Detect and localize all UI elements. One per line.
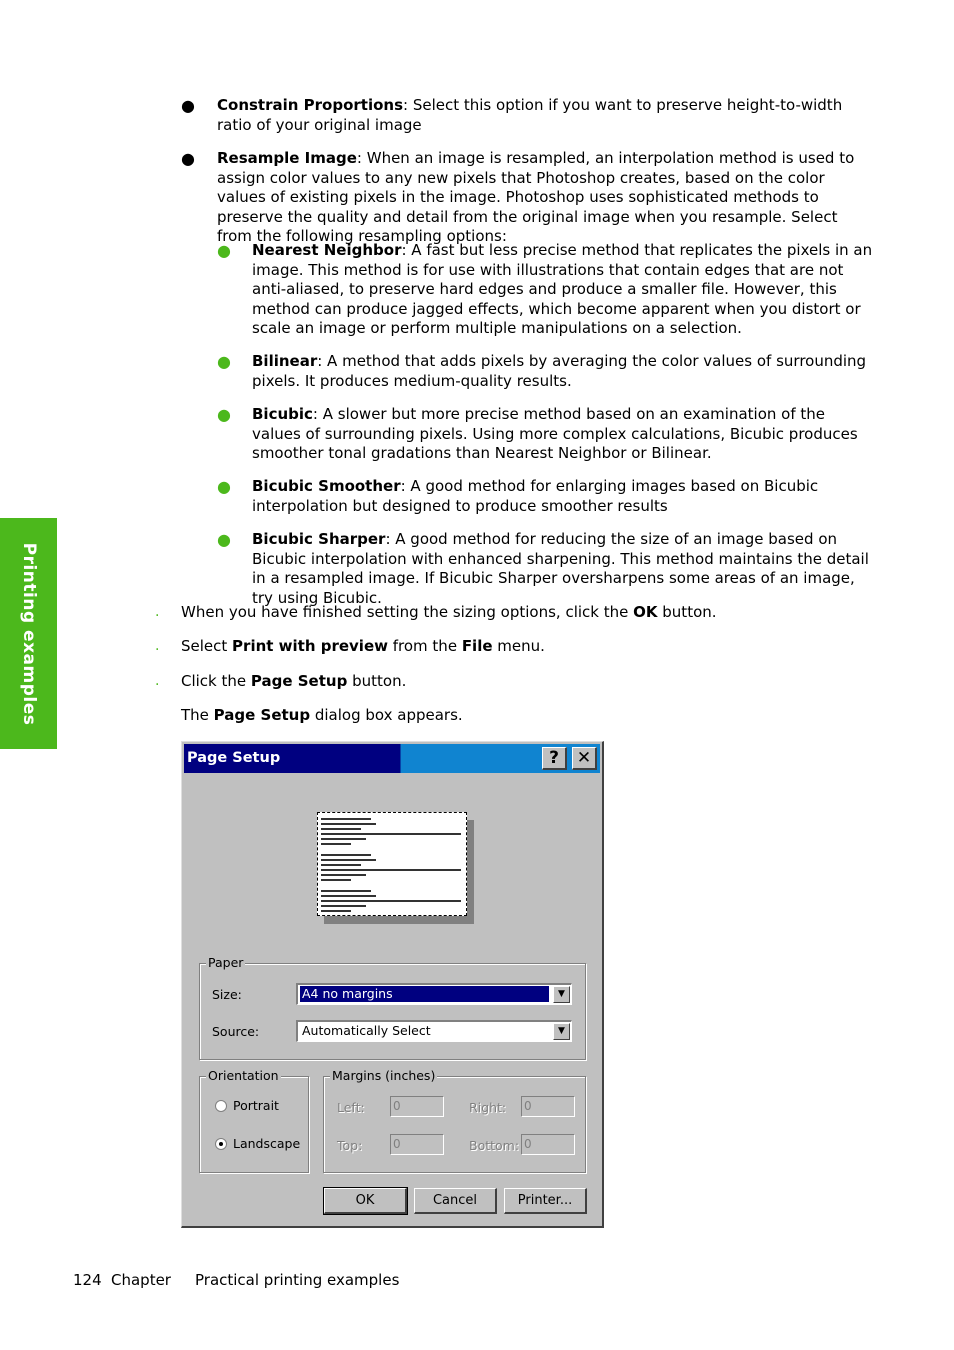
source-value: Automatically Select <box>302 1023 431 1038</box>
chevron-down-icon[interactable]: ▼ <box>553 1023 570 1040</box>
sub-bullet-dot: ● <box>217 530 231 549</box>
step-text: Click the <box>181 672 251 690</box>
sub-bullet-title: Bicubic Smoother <box>252 477 401 495</box>
bullet-text: : When an image is resampled, an interpolation method is used to assign color values to any new pixels that Photoshop creates, based on the color values of existing pixels in the image. Photoshop uses sophisticated methods to preserve the quality and detail from the original image when you resample. Select from the following resampling options: <box>217 149 855 245</box>
step-text: The <box>181 706 214 724</box>
cancel-button[interactable]: Cancel <box>414 1188 497 1214</box>
step-marker: . <box>155 673 160 689</box>
portrait-radio[interactable] <box>215 1100 227 1112</box>
paper-group <box>199 955 586 1060</box>
page-number: 124 <box>73 1271 102 1289</box>
chevron-down-icon[interactable]: ▼ <box>553 986 570 1003</box>
size-label: Size: <box>212 987 242 1002</box>
sub-bullet-title: Nearest Neighbor <box>252 241 402 259</box>
right-margin-label: Right: <box>469 1100 507 1115</box>
step-text: button. <box>347 672 407 690</box>
top-margin-label: Top: <box>337 1138 363 1153</box>
step-text: When you have finished setting the sizing options, click the <box>181 603 634 621</box>
bullet-dot: ● <box>181 96 195 115</box>
page-setup-dialog <box>181 741 604 1228</box>
orientation-group-label: Orientation <box>208 1068 279 1083</box>
footer-title: Practical printing examples <box>195 1271 400 1289</box>
margins-group-label: Margins (inches) <box>332 1068 436 1083</box>
bullet-dot: ● <box>181 149 195 168</box>
dialog-titlebar[interactable] <box>184 744 600 773</box>
bullet-text: : Select this option if you want to preserve height-to-width ratio of your original image <box>217 96 843 134</box>
step-bold: Print with preview <box>232 637 388 655</box>
bullet-title: Constrain Proportions <box>217 96 404 114</box>
step-note <box>181 706 463 726</box>
sub-bullet-title: Bicubic <box>252 405 313 423</box>
bullet-constrain-proportions <box>217 96 872 135</box>
sub-bullet-bilinear <box>252 352 874 391</box>
sub-bullet-dot: ● <box>217 352 231 371</box>
step-finish-sizing <box>181 603 717 623</box>
sub-bullet-text: : A good method for reducing the size of an image based on Bicubic interpolation with enhanced sharpening. This method maintains the detail in a resampled image. If Bicubic Sharper oversharpens some areas of an image, try using Bicubic. <box>252 530 869 607</box>
sub-bullet-text: : A slower but more precise method based on an examination of the values of surrounding pixels. Using more complex calculations, Bicubic produces smoother tonal gradations than Nearest Neighbor or Bilinear. <box>252 405 858 462</box>
bullet-resample-image <box>217 149 872 247</box>
sub-bullet-bicubic <box>252 405 874 464</box>
orientation-group <box>199 1068 309 1173</box>
close-button[interactable]: ✕ <box>572 747 597 770</box>
step-bold: Page Setup <box>213 706 311 724</box>
sub-bullet-text: : A fast but less precise method that replicates the pixels in an image. This method is for use with illustrations that contain edges that are not anti-aliased, to preserve hard edges and produce a smaller file. However, this method can produce jagged effects, which become apparent when you distort or scale an image or perform multiple manipulations on a selection. <box>252 241 873 337</box>
size-value: A4 no margins <box>300 986 549 1002</box>
step-print-with-preview <box>181 637 545 657</box>
step-text: dialog box appears. <box>310 706 463 724</box>
left-margin-label: Left: <box>337 1100 365 1115</box>
step-marker: . <box>155 604 160 620</box>
right-margin-input[interactable]: 0 <box>521 1096 575 1117</box>
size-select[interactable] <box>296 983 572 1005</box>
dialog-title: Page Setup <box>187 750 281 766</box>
source-label: Source: <box>212 1024 260 1039</box>
bullet-title: Resample Image <box>217 149 357 167</box>
step-page-setup <box>181 672 406 692</box>
step-marker: . <box>155 638 160 654</box>
portrait-label[interactable]: Portrait <box>233 1098 279 1113</box>
help-button[interactable]: ? <box>542 747 567 770</box>
footer-chapter: Chapter <box>111 1271 171 1289</box>
sub-bullet-bicubic-sharper <box>252 530 874 608</box>
sub-bullet-text: : A good method for enlarging images based on Bicubic interpolation but designed to produce smoother results <box>252 477 819 515</box>
sub-bullet-dot: ● <box>217 405 231 424</box>
sub-bullet-dot: ● <box>217 477 231 496</box>
landscape-label[interactable]: Landscape <box>233 1136 301 1151</box>
left-margin-input[interactable]: 0 <box>390 1096 444 1117</box>
step-bold: OK <box>633 603 658 621</box>
margins-group <box>323 1068 586 1173</box>
side-tab-label: Printing examples <box>18 542 39 725</box>
sub-bullet-title: Bilinear <box>252 352 318 370</box>
step-text: Select <box>181 637 233 655</box>
top-margin-input[interactable]: 0 <box>390 1134 444 1155</box>
paper-group-label: Paper <box>208 955 244 970</box>
step-bold: File <box>461 637 493 655</box>
source-select[interactable] <box>296 1020 572 1042</box>
step-bold: Page Setup <box>250 672 348 690</box>
sub-bullet-dot: ● <box>217 241 231 260</box>
sub-bullet-bicubic-smoother <box>252 477 874 516</box>
sub-bullet-nearest-neighbor <box>252 241 874 339</box>
landscape-radio[interactable] <box>215 1138 227 1150</box>
page-preview-image <box>317 812 467 916</box>
step-text: from the <box>387 637 462 655</box>
sub-bullet-title: Bicubic Sharper <box>252 530 386 548</box>
side-tab <box>0 518 57 749</box>
bottom-margin-label: Bottom: <box>469 1138 520 1153</box>
sub-bullet-text: : A method that adds pixels by averaging the color values of surrounding pixels. It produces medium-quality results. <box>252 352 867 390</box>
step-text: button. <box>657 603 717 621</box>
bottom-margin-input[interactable]: 0 <box>521 1134 575 1155</box>
ok-button[interactable]: OK <box>324 1188 407 1214</box>
printer-button[interactable]: Printer... <box>504 1188 587 1214</box>
step-text: menu. <box>492 637 545 655</box>
